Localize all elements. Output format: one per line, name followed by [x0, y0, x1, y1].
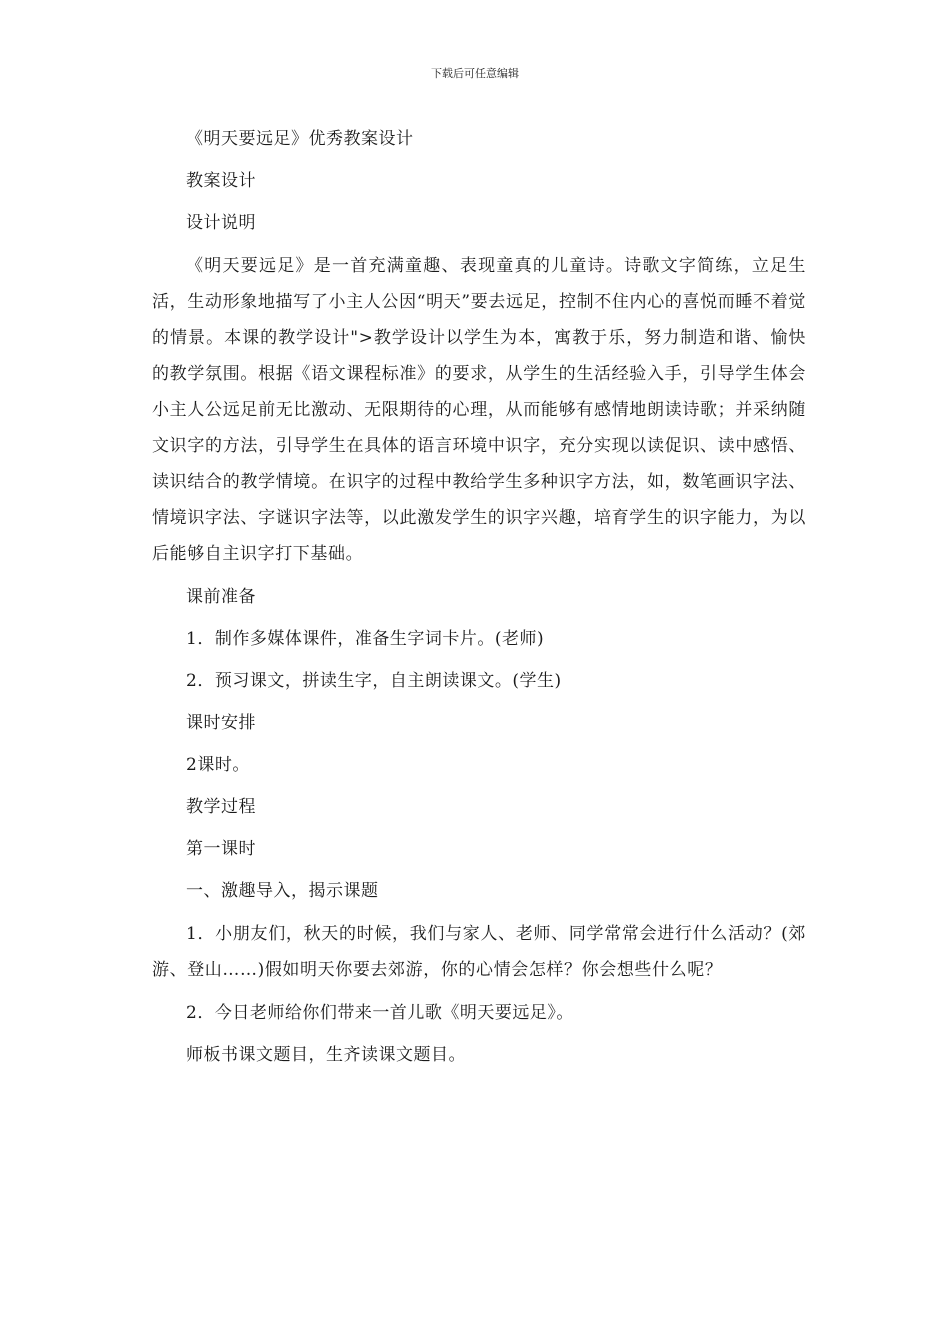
- lesson-heading: 第一课时: [186, 839, 256, 859]
- page-header-note: 下载后可任意编辑: [431, 67, 519, 80]
- document-title: 《明天要远足》优秀教案设计: [186, 129, 414, 149]
- section-heading-prep: 课前准备: [186, 587, 256, 607]
- section-heading-schedule: 课时安排: [186, 713, 256, 733]
- board-note: 师板书课文题目，生齐读课文题目。: [186, 1045, 466, 1065]
- schedule-value: 2课时。: [186, 755, 250, 775]
- prep-item: 2．预习课文，拼读生字，自主朗读课文。(学生): [186, 671, 562, 691]
- section-heading-explain: 设计说明: [186, 213, 256, 233]
- section-heading-process: 教学过程: [186, 797, 256, 817]
- prep-item: 1．制作多媒体课件，准备生字词卡片。(老师): [186, 629, 545, 649]
- document-body: [152, 118, 806, 1076]
- explain-paragraph: 《明天要远足》是一首充满童趣、表现童真的儿童诗。诗歌文字简练，立足生活，生动形象地描写了小主人公因“明天”要去远足，控制不住内心的喜悦而睡不着觉的情景。本课的教学设计">教学设计以学生为本，寓教于乐，努力制造和谐、愉快的教学氛围。根据《语文课程标准》的要求，从学生的生活经验入手，引导学生体会小主人公远足前无比激动、无限期待的心理，从而能够有感情地朗读诗歌；并采纳随文识字的方法，引导学生在具体的语言环境中识字，充分实现以读促识、读中感悟、读识结合的教学情境。在识字的过程中教给学生多种识字方法，如，数笔画识字法、情境识字法、字谜识字法等，以此激发学生的识字兴趣，培育学生的识字能力，为以后能够自主识字打下基础。: [152, 256, 806, 564]
- step-item: 1．小朋友们，秋天的时候，我们与家人、老师、同学常常会进行什么活动？(郊游、登山……)假如明天你要去郊游，你的心情会怎样？你会想些什么呢？: [152, 924, 806, 980]
- step-item: 2．今日老师给你们带来一首儿歌《明天要远足》。: [186, 1003, 574, 1023]
- section-heading-design: 教案设计: [186, 171, 256, 191]
- step-heading: 一、激趣导入，揭示课题: [186, 881, 379, 901]
